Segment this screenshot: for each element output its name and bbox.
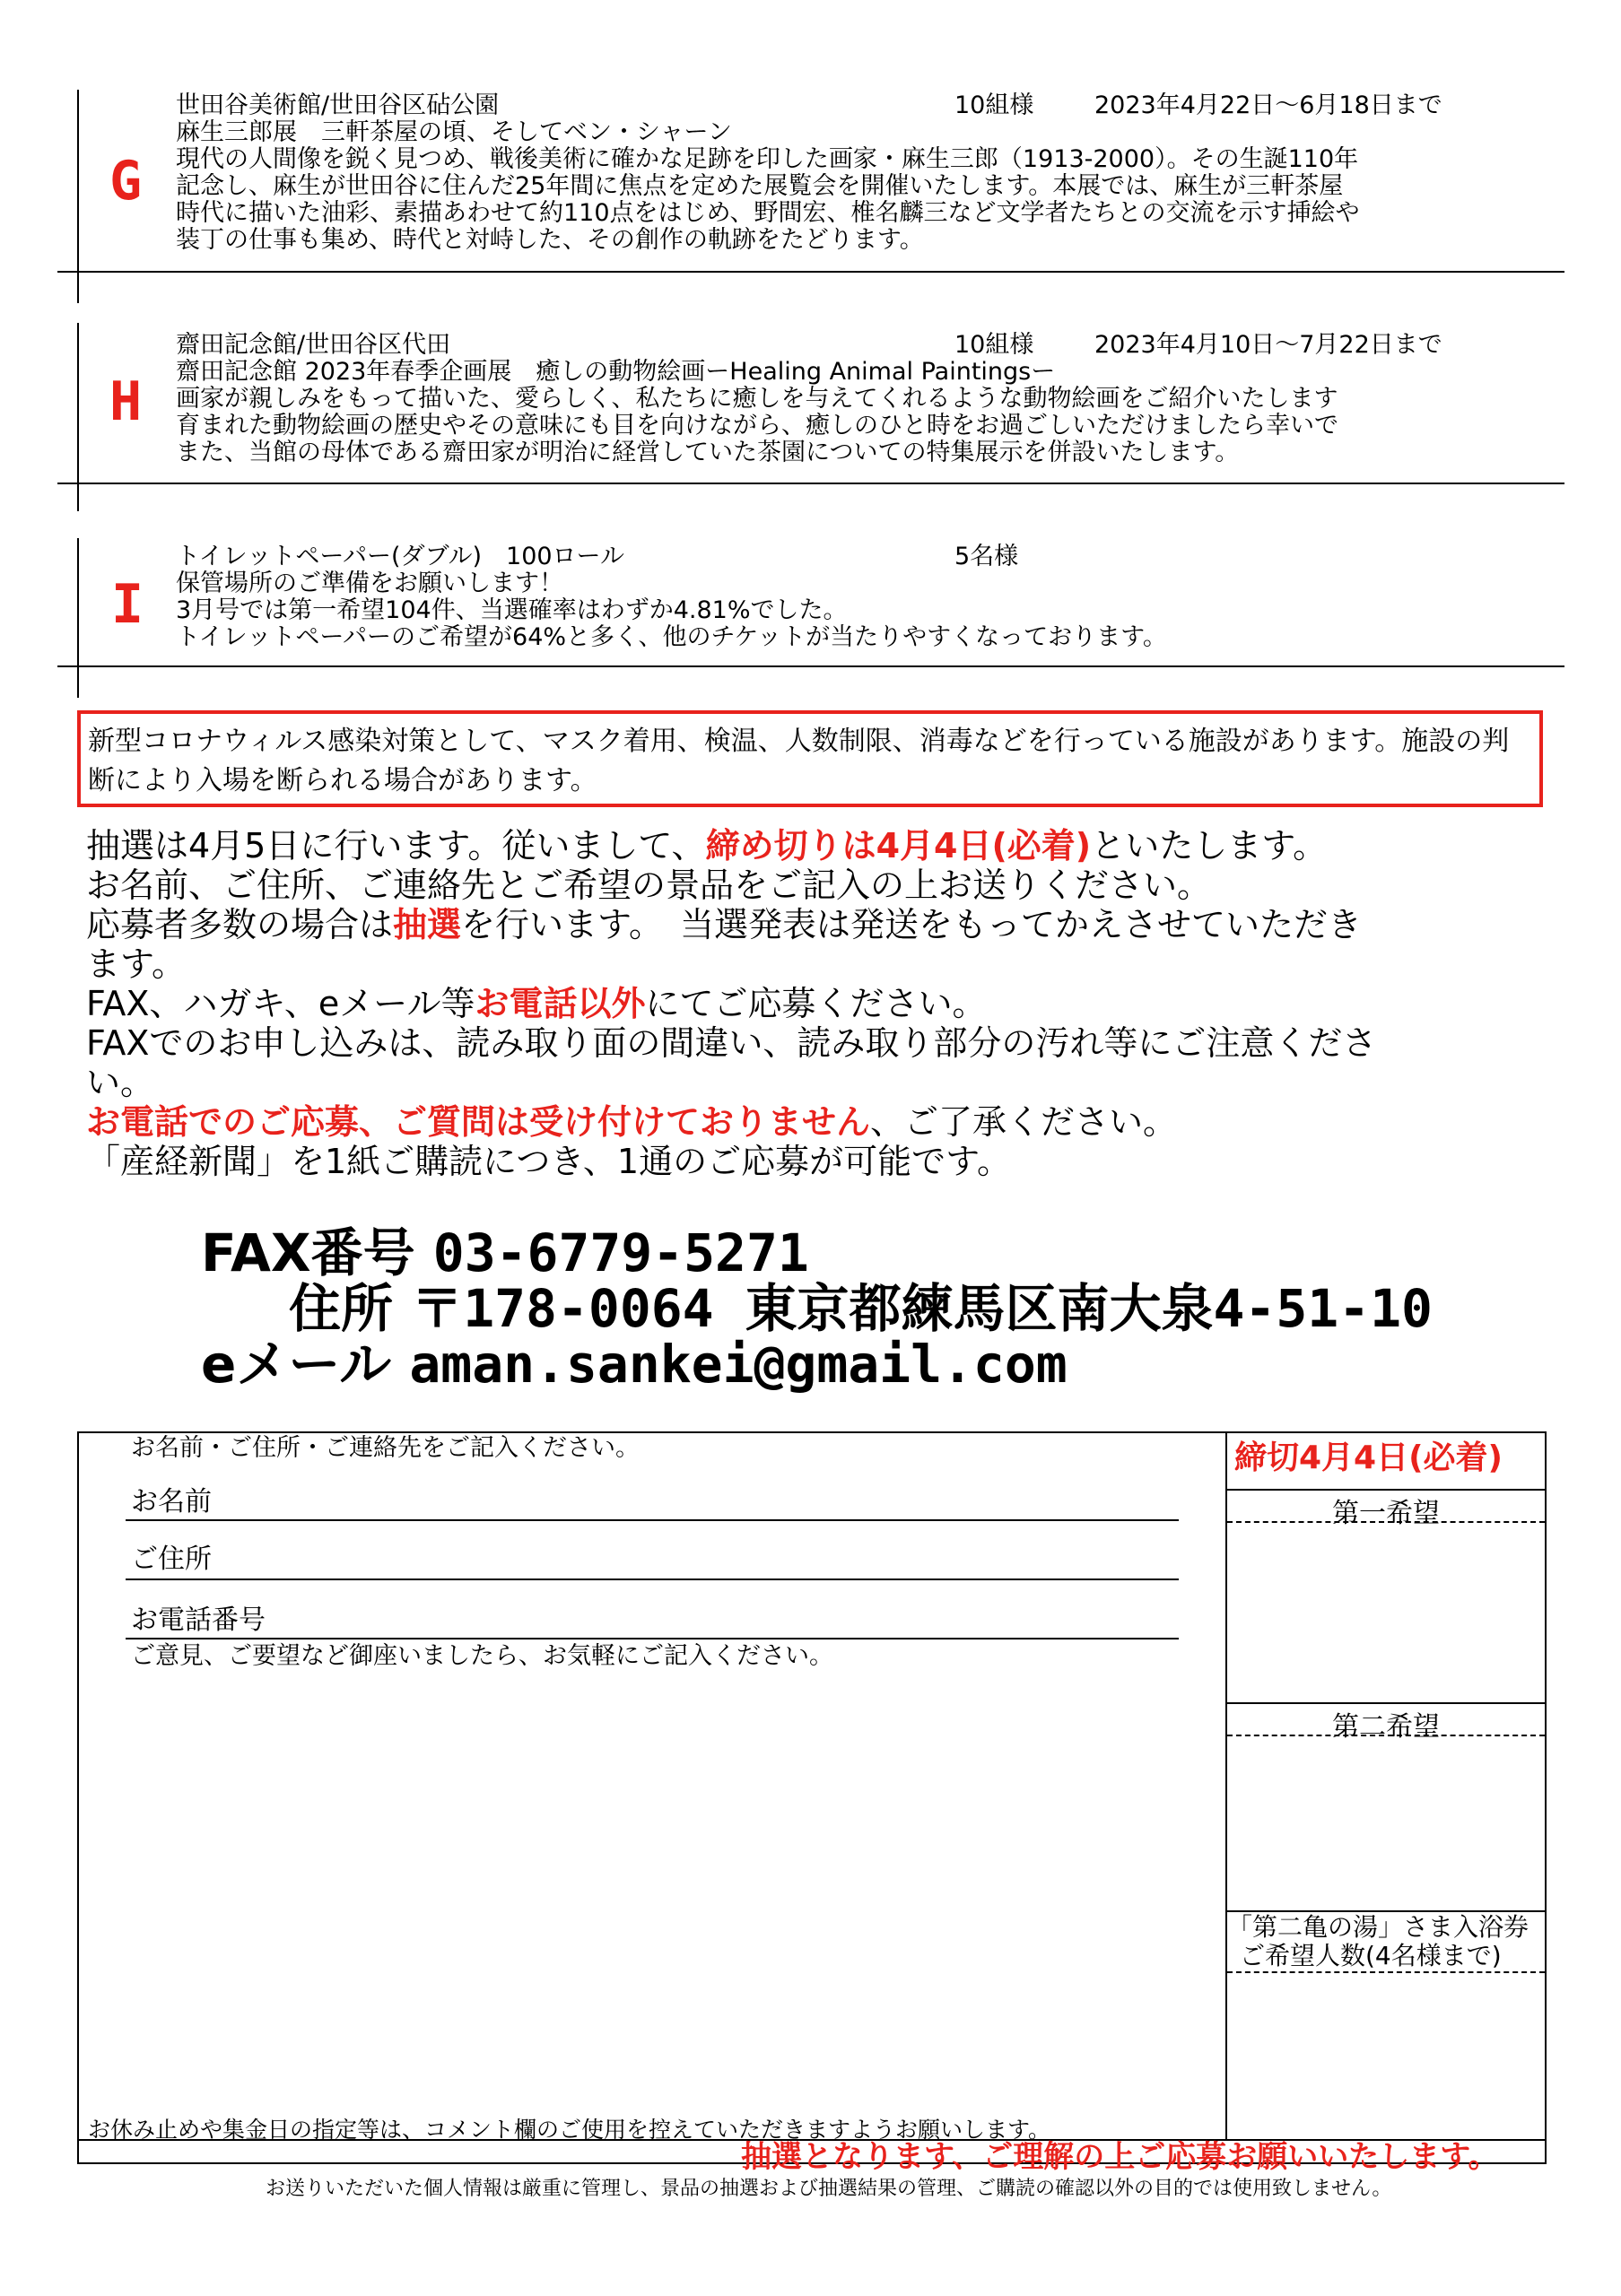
address-field-label: ご住所 (131, 1544, 212, 1575)
name-label: お名前 (131, 1486, 212, 1518)
lottery-note: 抽選となります、ご理解の上ご応募お願いいたします。 (741, 2139, 1499, 2175)
prize-g-desc-2: 記念し、麻生が世田谷に住んだ25年間に焦点を定めた展覧会を開催いたします。本展では、麻生が三軒茶屋 (176, 173, 1344, 200)
prize-g-desc-1: 現代の人間像を鋭く見つめ、戦後美術に確かな足跡を印した画家・麻生三郎（1913-2000）。その生誕110年 (176, 146, 1359, 173)
address-field[interactable] (126, 1578, 1179, 1580)
choice-2-dash (1227, 1735, 1545, 1736)
info-line-9: 「産経新聞」を1紙ご購読につき、1通のご応募が可能です。 (86, 1142, 1012, 1181)
bath-label-2: ご希望人数(4名様まで) (1240, 1941, 1502, 1970)
prize-g-desc-4: 装丁の仕事も集め、時代と対峙した、その創作の軌跡をたどります。 (176, 227, 924, 254)
info-line-1: 抽選は4月5日に行います。従いまして、締め切りは4月4日(必着)といたします。 (86, 826, 1328, 865)
lottery-highlight: 抽選 (393, 905, 462, 944)
phone-label: お電話番号 (131, 1605, 266, 1636)
form-deadline: 締切4月4日(必着) (1234, 1439, 1503, 1476)
prize-h-desc-3: また、当館の母体である齋田家が明治に経営していた茶園についての特集展示を併設いたします。 (176, 439, 1240, 466)
bath-label-1: 「第二亀の湯」さま入浴券 (1227, 1914, 1529, 1941)
prize-letter-h: H (109, 370, 143, 433)
prize-i-title: 保管場所のご準備をお願いします！ (176, 570, 563, 597)
prize-g-period: 2023年4月22日～6月18日まで (1094, 92, 1442, 119)
prize-i-desc-2: トイレットペーパーのご希望が64%と多く、他のチケットが当たりやすくなっております。 (176, 624, 1167, 651)
prize-i-desc-1: 3月号では第一希望104件、当選確率はわずか4.81%でした。 (176, 597, 848, 624)
address-row (289, 1278, 1433, 1339)
prize-h-desc-2: 育まれた動物絵画の歴史やその意味にも目を向けながら、癒しのひと時をお過ごしいただけましたら幸いで (176, 413, 1338, 439)
name-field[interactable] (126, 1519, 1179, 1521)
comment-label: ご意見、ご要望など御座いましたら、お気軽にご記入ください。 (131, 1642, 833, 1670)
prize-letter-g: G (109, 150, 143, 213)
prize-g-desc-3: 時代に描いた油彩、素描あわせて約110点をはじめ、野間宏、椎名麟三など文学者たちとの交流を示す挿絵や (176, 200, 1360, 227)
form-divider (1225, 1431, 1227, 2140)
second-choice-label: 第二希望 (1332, 1711, 1440, 1743)
covid-notice: 新型コロナウィルス感染対策として、マスク着用、検温、人数制限、消毒などを行っている施設があります。施設の判断により入場を断られる場合があります。 (77, 710, 1543, 807)
prize-h-period: 2023年4月10日～7月22日まで (1094, 332, 1442, 359)
bath-count-field[interactable] (1229, 1975, 1543, 2136)
prize-letter-i: I (111, 573, 144, 636)
address-value: 〒178-0064 東京都練馬区南大泉4-51-10 (411, 1278, 1433, 1339)
fax-number[interactable]: 03-6779-5271 (432, 1222, 809, 1283)
section-i-border (77, 538, 79, 698)
bath-dash (1227, 1971, 1545, 1973)
email-row (201, 1334, 1068, 1395)
prize-h-desc-1: 画家が親しみをもって描いた、愛らしく、私たちに癒しを与えてくれるような動物絵画をご紹介いたします (176, 386, 1338, 413)
fax-label: FAX番号 (201, 1222, 415, 1283)
info-line-7: い。 (86, 1063, 155, 1102)
second-choice-field[interactable] (1229, 1738, 1543, 1909)
info-line-2: お名前、ご住所、ご連絡先とご希望の景品をご記入の上お送りください。 (86, 865, 1212, 905)
no-phone-highlight: お電話以外 (475, 984, 646, 1023)
comment-area[interactable] (90, 1675, 1211, 2115)
first-choice-label: 第一希望 (1332, 1498, 1440, 1529)
deadline-highlight: 締め切りは4月4日(必着) (705, 826, 1092, 865)
prize-h-venue: 齋田記念館/世田谷区代田 (176, 332, 451, 359)
no-phone-inquiry-highlight: お電話でのご応募、ご質問は受け付けておりません (86, 1102, 871, 1142)
choice-1-dash (1227, 1521, 1545, 1523)
info-line-8: お電話でのご応募、ご質問は受け付けておりません、ご了承ください。 (86, 1102, 1178, 1142)
prize-i-venue: トイレットペーパー(ダブル) 100ロール (176, 544, 625, 570)
prize-h-quota: 10組様 (954, 332, 1034, 359)
fax-row (201, 1222, 809, 1283)
form-intro: お名前・ご住所・ご連絡先をご記入ください。 (131, 1434, 640, 1462)
info-line-5: FAX、ハガキ、eメール等お電話以外にてご応募ください。 (86, 984, 987, 1023)
prize-h-title: 齋田記念館 2023年春季企画展 癒しの動物絵画ーHealing Animal Paintingsー (176, 359, 1056, 386)
info-line-4: ます。 (86, 944, 186, 984)
prize-g-title: 麻生三郎展 三軒茶屋の頃、そしてベン・シャーン (176, 119, 732, 146)
email-address[interactable]: aman.sankei@gmail.com (409, 1334, 1068, 1395)
first-choice-field[interactable] (1229, 1525, 1543, 1700)
address-label: 住所 (289, 1278, 394, 1339)
phone-field[interactable] (126, 1638, 1179, 1639)
info-line-6: FAXでのお申し込みは、読み取り面の間違い、読み取り部分の汚れ等にご注意くださ (86, 1023, 1377, 1063)
form-footnote: お休み止めや集金日の指定等は、コメント欄のご使用を控えていただきますようお願いします。 (88, 2117, 1051, 2143)
prize-g-venue: 世田谷美術館/世田谷区砧公園 (176, 92, 500, 119)
privacy-note: お送りいただいた個人情報は厳重に管理し、景品の抽選および抽選結果の管理、ご購読の確認以外の目的では使用致しません。 (266, 2178, 1392, 2200)
section-i-divider (57, 665, 1564, 667)
email-label: eメール (201, 1334, 392, 1395)
prize-g-quota: 10組様 (954, 92, 1034, 119)
section-h-divider (57, 483, 1564, 484)
prize-i-quota: 5名様 (954, 544, 1019, 570)
section-g-divider (57, 271, 1564, 273)
info-line-3: 応募者多数の場合は抽選を行います。 当選発表は発送をもってかえさせていただき (86, 905, 1362, 944)
bath-top (1227, 1910, 1545, 1912)
